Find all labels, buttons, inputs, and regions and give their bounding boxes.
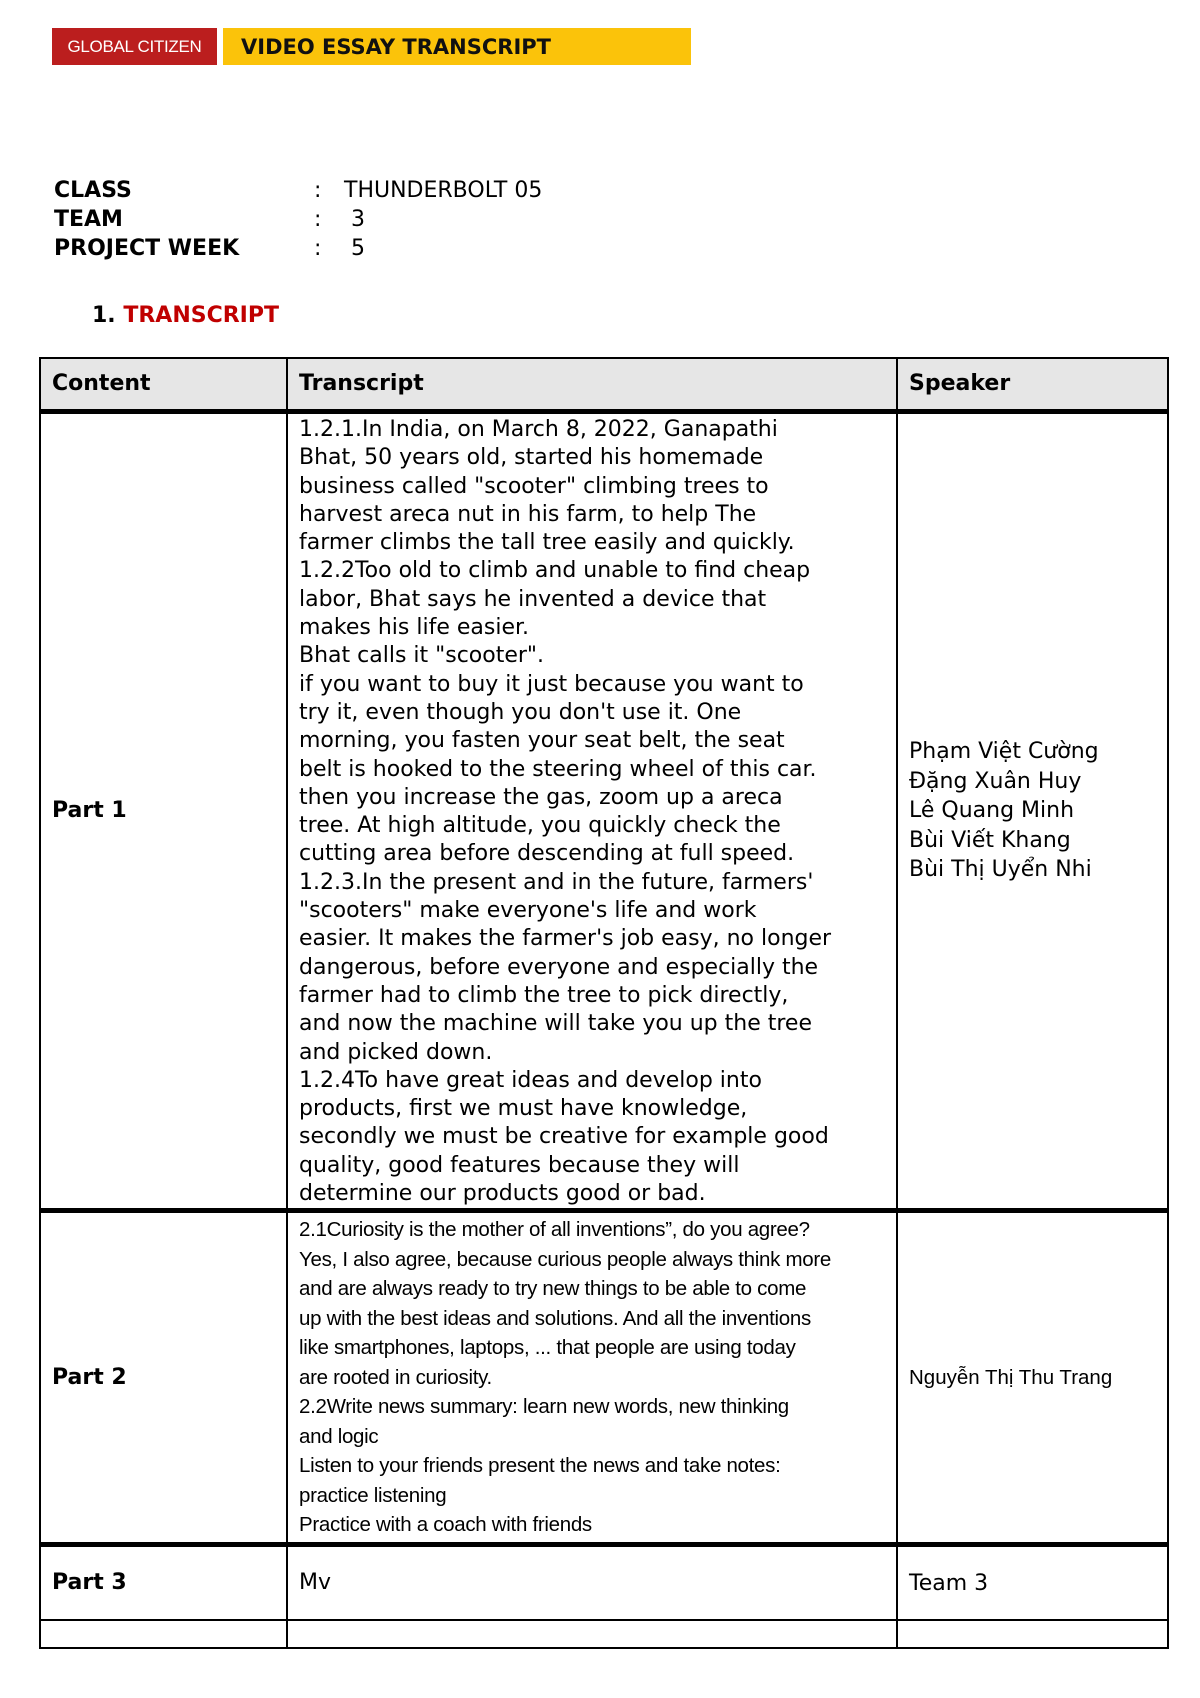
transcript-line: Practice with a coach with friends [299, 1513, 592, 1537]
transcript-line: and now the machine will take you up the tree [299, 1011, 812, 1037]
transcript-line: morning, you fasten your seat belt, the seat [299, 728, 785, 754]
transcript-line: 2.1Curiosity is the mother of all inventions”, do you agree? [299, 1218, 810, 1242]
transcript-line: try it, even though you don't use it. One [299, 699, 742, 725]
table-row [40, 1211, 1168, 1545]
empty-cell [897, 1620, 1168, 1648]
empty-cell [287, 1620, 897, 1648]
speaker-name: Bùi Viết Khang [909, 827, 1071, 853]
section-title: TRANSCRIPT [123, 303, 279, 328]
transcript-line: 1.2.4To have great ideas and develop into [299, 1067, 762, 1093]
transcript-line: Listen to your friends present the news and take notes: [299, 1454, 781, 1478]
transcript-line: like smartphones, laptops, ... that people are using today [299, 1336, 796, 1360]
info-row-project-week [54, 234, 542, 263]
section-heading [92, 303, 279, 328]
info-row-team [54, 205, 542, 234]
transcript-line: determine our products good or bad. [299, 1181, 706, 1207]
transcript-line: then you increase the gas, zoom up a areca [299, 784, 783, 810]
info-value: 3 [344, 207, 365, 232]
transcript-line: Yes, I also agree, because curious people always think more [299, 1247, 831, 1271]
table-row [40, 412, 1168, 1211]
transcript-line: Bhat, 50 years old, started his homemade [299, 445, 764, 471]
transcript-line: tree. At high altitude, you quickly check the [299, 813, 781, 839]
table-header-row [40, 358, 1168, 412]
transcript-line: belt is hooked to the steering wheel of this car. [299, 756, 817, 782]
speaker-cell [897, 1211, 1168, 1545]
section-number: 1. [92, 303, 116, 328]
transcript-table [39, 357, 1169, 1649]
transcript-line: Bhat calls it "scooter". [299, 643, 545, 669]
transcript-line: makes his life easier. [299, 615, 530, 641]
transcript-line: Mv [299, 1570, 332, 1596]
transcript-line: dangerous, before everyone and especially the [299, 954, 819, 980]
speaker-name: Phạm Việt Cường [909, 739, 1099, 765]
info-label: PROJECT WEEK [54, 236, 240, 261]
speaker-name: Bùi Thị Uyển Nhi [909, 857, 1092, 883]
transcript-line: quality, good features because they will [299, 1152, 740, 1178]
transcript-line: 1.2.1.In India, on March 8, 2022, Ganapathi [299, 417, 778, 442]
header-banner [52, 28, 691, 65]
transcript-cell [287, 412, 897, 1211]
transcript-line: and are always ready to try new things to be able to come [299, 1277, 807, 1301]
transcript-line: "scooters" make everyone's life and work [299, 898, 757, 924]
table-row [40, 1545, 1168, 1621]
transcript-line: labor, Bhat says he invented a device that [299, 586, 767, 612]
transcript-line: products, first we must have knowledge, [299, 1096, 748, 1122]
brand-label: GLOBAL CITIZEN [52, 28, 217, 65]
transcript-line: up with the best ideas and solutions. And all the inventions [299, 1306, 811, 1330]
info-separator: : [314, 207, 322, 232]
info-row-class [54, 176, 542, 205]
info-block [54, 176, 542, 263]
transcript-line: business called "scooter" climbing trees to [299, 473, 769, 499]
transcript-line: and picked down. [299, 1039, 493, 1065]
transcript-line: farmer climbs the tall tree easily and quickly. [299, 530, 795, 556]
transcript-line: if you want to buy it just because you want to [299, 671, 804, 697]
info-separator: : [314, 178, 322, 203]
transcript-cell [287, 1545, 897, 1621]
speaker-name: Đặng Xuân Huy [909, 768, 1082, 794]
transcript-line: practice listening [299, 1483, 447, 1507]
transcript-line: cutting area before descending at full speed. [299, 841, 795, 867]
speaker-name: Lê Quang Minh [909, 798, 1075, 824]
transcript-line: harvest areca nut in his farm, to help The [299, 501, 757, 527]
empty-cell [40, 1620, 287, 1648]
transcript-line: are rooted in curiosity. [299, 1365, 492, 1389]
info-value: THUNDERBOLT 05 [344, 178, 543, 203]
speaker-name: Team 3 [909, 1570, 989, 1596]
transcript-line: secondly we must be creative for example good [299, 1124, 829, 1150]
transcript-line: 1.2.3.In the present and in the future, farmers' [299, 869, 814, 895]
table-row-empty [40, 1620, 1168, 1648]
info-label: CLASS [54, 178, 132, 203]
part-label: Part 2 [40, 1211, 287, 1545]
speaker-name: Nguyễn Thị Thu Trang [909, 1366, 1113, 1390]
transcript-cell [287, 1211, 897, 1545]
header-speaker: Speaker [897, 358, 1168, 412]
part-label: Part 3 [40, 1545, 287, 1621]
info-value: 5 [344, 236, 365, 261]
transcript-line: and logic [299, 1424, 379, 1448]
speaker-cell [897, 1545, 1168, 1621]
document-title: VIDEO ESSAY TRANSCRIPT [223, 28, 691, 65]
transcript-line: 2.2Write news summary: learn new words, new thinking [299, 1395, 789, 1419]
part-label: Part 1 [40, 412, 287, 1211]
info-separator: : [314, 236, 322, 261]
transcript-line: 1.2.2Too old to climb and unable to find cheap [299, 558, 811, 584]
transcript-line: farmer had to climb the tree to pick directly, [299, 982, 789, 1008]
transcript-line: easier. It makes the farmer's job easy, no longer [299, 926, 832, 952]
speaker-cell [897, 412, 1168, 1211]
header-transcript: Transcript [287, 358, 897, 412]
info-label: TEAM [54, 207, 123, 232]
header-content: Content [40, 358, 287, 412]
